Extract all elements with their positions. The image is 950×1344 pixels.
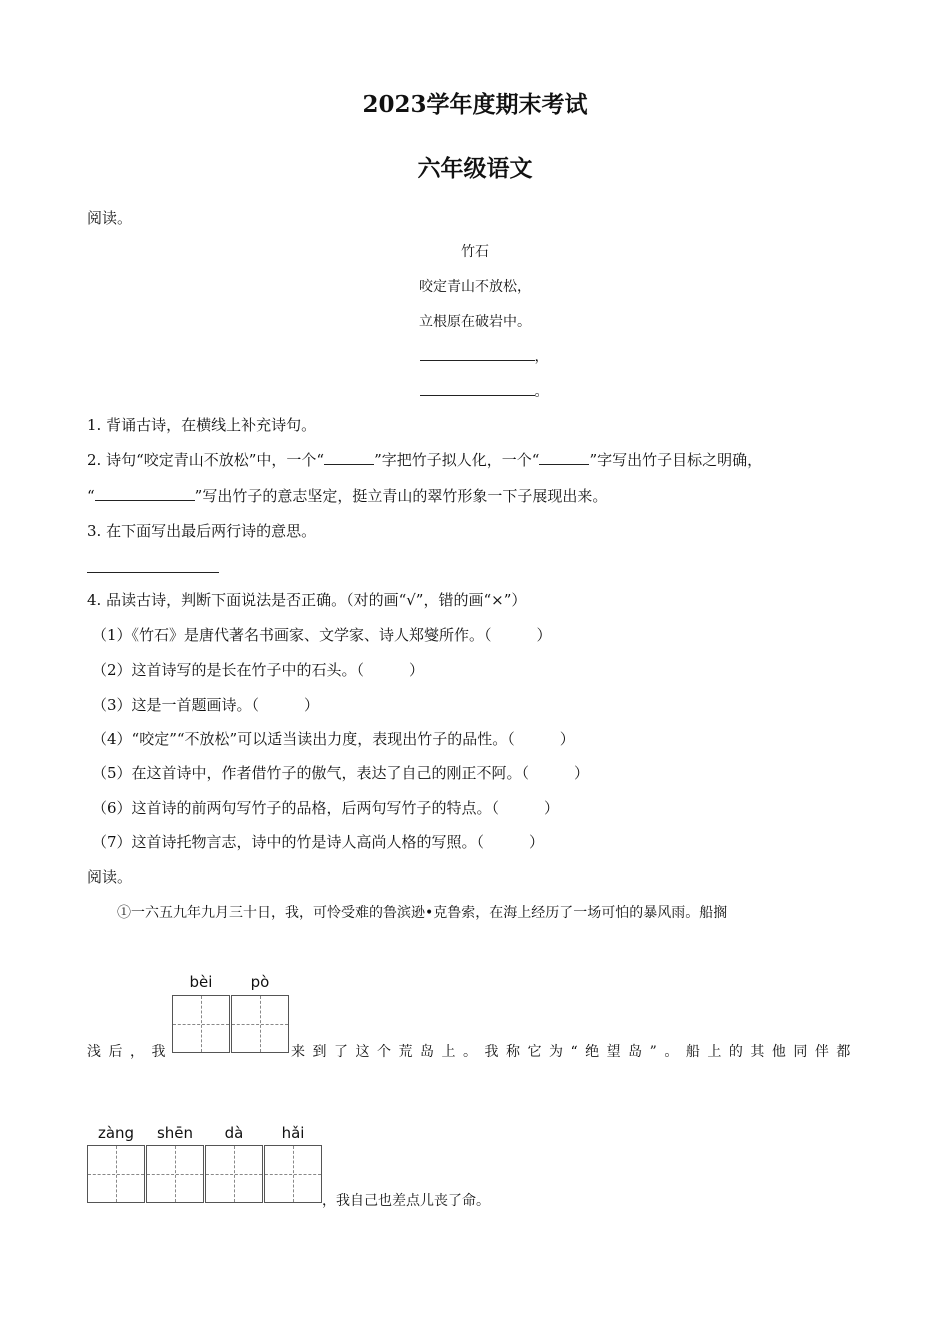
poem-line-1: 咬定青山不放松，	[419, 279, 531, 295]
char-box-5[interactable]	[205, 1145, 263, 1203]
q3-answer-line[interactable]	[87, 558, 219, 573]
question-2: 2. 诗句“咬定青山不放松”中，一个“ ”字把竹子拟人化，一个“ ”字写出竹子目标之明确，	[87, 451, 763, 469]
q2-blank-3[interactable]	[95, 487, 195, 501]
q4-item-2: （2）这首诗写的是长在竹子中的石头。（ ）	[92, 661, 425, 679]
passage-line-2-post: 来到了这个荒岛上。我称它为“绝望岛”。船上的其他同伴都	[291, 1044, 858, 1060]
pinyin-po: pò	[250, 973, 270, 991]
passage-line-3-post: ，我自己也差点儿丧了命。	[322, 1193, 490, 1209]
q4-item-4: （4）“咬定”“不放松”可以适当读出力度，表现出竹子的品性。（ ）	[92, 730, 575, 748]
pinyin-bei: bèi	[189, 973, 213, 991]
char-box-2[interactable]	[231, 995, 289, 1053]
passage-paragraph-1: ①一六五九年九月三十日，我，可怜受难的鲁滨逊•克鲁索，在海上经历了一场可怕的暴风雨。船搁	[117, 905, 728, 921]
passage-line-2-pre: 浅后，我	[87, 1044, 173, 1060]
q4-item-7: （7）这首诗托物言志，诗中的竹是诗人高尚人格的写照。（ ）	[92, 833, 545, 851]
poem-line-3-blank[interactable]: ，	[0, 346, 950, 366]
poem-title: 竹石	[461, 244, 489, 260]
poem-line-2: 立根原在破岩中。	[419, 314, 531, 330]
question-2-cont: “ ”写出竹子的意志坚定，挺立青山的翠竹形象一下子展现出来。	[87, 487, 608, 505]
q4-item-3: （3）这是一首题画诗。（ ）	[92, 696, 320, 714]
pinyin-shen: shēn	[156, 1124, 194, 1142]
pinyin-zang: zàng	[97, 1124, 135, 1142]
q4-item-6: （6）这首诗的前两句写竹子的品格，后两句写竹子的特点。（ ）	[92, 799, 560, 817]
q4-item-5: （5）在这首诗中，作者借竹子的傲气，表达了自己的刚正不阿。（ ）	[92, 764, 590, 782]
question-3: 3. 在下面写出最后两行诗的意思。	[87, 522, 317, 540]
question-1: 1. 背诵古诗，在横线上补充诗句。	[87, 416, 317, 434]
poem-blank-4[interactable]	[420, 382, 535, 396]
poem-blank-3[interactable]	[420, 347, 535, 361]
question-4: 4. 品读古诗，判断下面说法是否正确。（对的画“√”，错的画“×”）	[87, 591, 527, 609]
page-title: 2023学年度期末考试	[362, 91, 588, 118]
q2-blank-1[interactable]	[324, 451, 374, 465]
char-box-6[interactable]	[264, 1145, 322, 1203]
pinyin-hai: hǎi	[281, 1124, 305, 1142]
poem-line-4-blank[interactable]: 。	[0, 381, 950, 401]
char-box-1[interactable]	[172, 995, 230, 1053]
pinyin-da: dà	[224, 1124, 244, 1142]
char-box-3[interactable]	[87, 1145, 145, 1203]
section1-instruction: 阅读。	[87, 209, 133, 227]
q4-item-1: （1）《竹石》是唐代著名书画家、文学家、诗人郑燮所作。（ ）	[92, 626, 552, 644]
char-box-4[interactable]	[146, 1145, 204, 1203]
page-subtitle: 六年级语文	[417, 155, 533, 182]
q2-blank-2[interactable]	[539, 451, 589, 465]
section2-instruction: 阅读。	[87, 868, 133, 886]
